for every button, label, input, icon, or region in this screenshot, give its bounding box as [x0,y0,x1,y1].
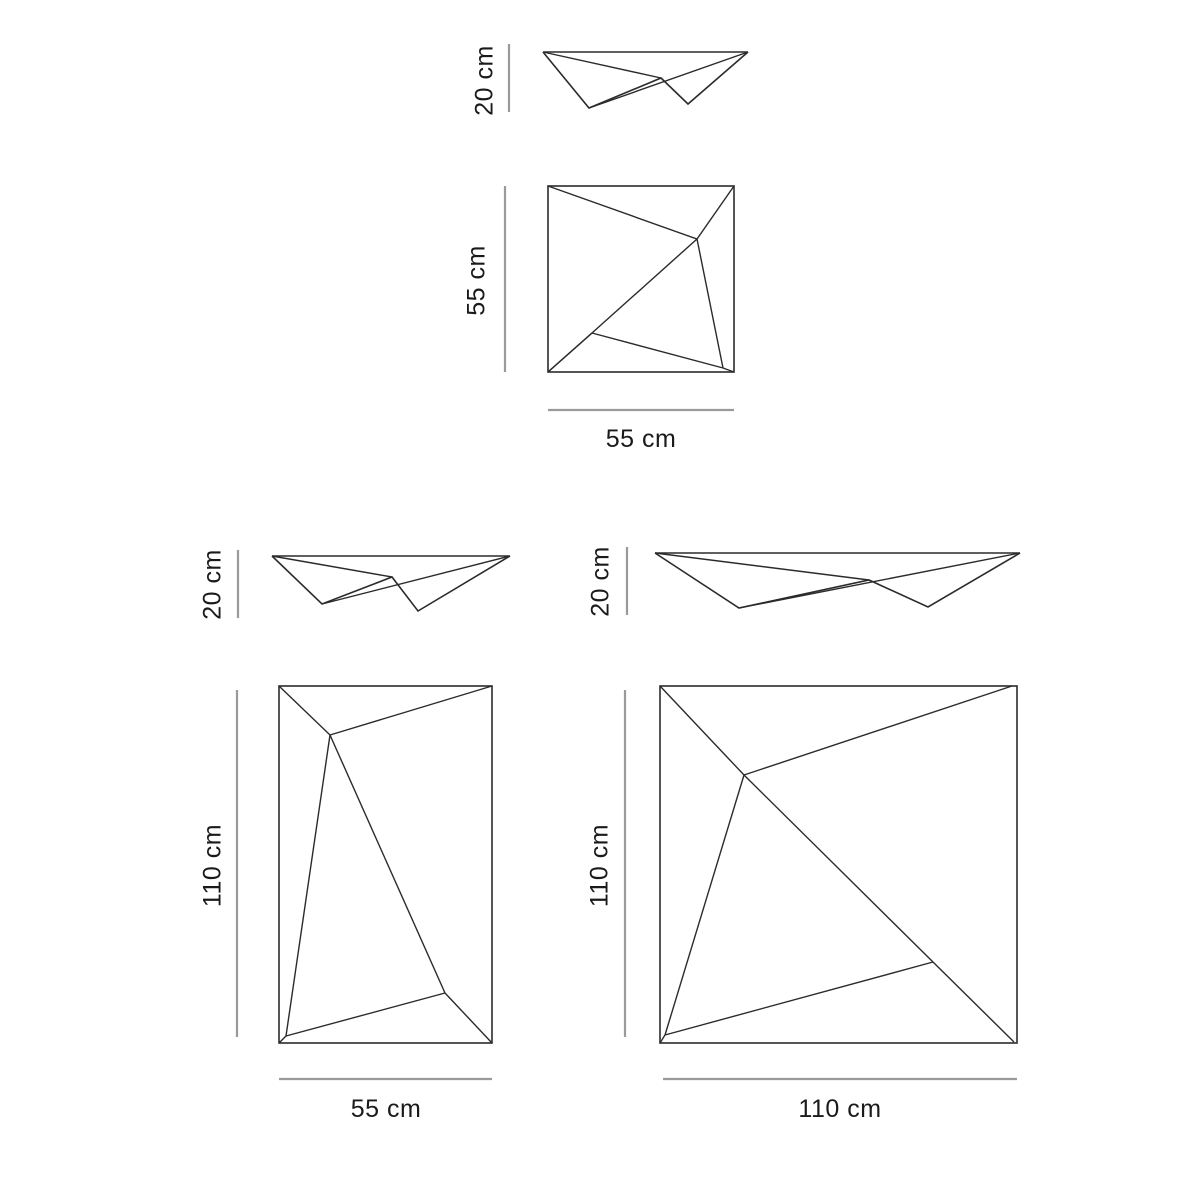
medium-depth-label: 20 cm [198,549,227,620]
medium-height-label: 110 cm [198,823,227,908]
medium-front-view [279,686,492,1043]
large-width-label: 110 cm [798,1095,882,1123]
small-front-view [548,186,734,372]
medium-side-view [272,556,510,611]
large-side-view [655,553,1020,608]
small-width-label: 55 cm [605,425,677,453]
large-front-view [660,686,1017,1043]
large-depth-label: 20 cm [586,546,615,617]
small-side-view [543,52,748,108]
small-height-label: 55 cm [462,245,491,316]
small-depth-label: 20 cm [470,45,499,116]
large-height-label: 110 cm [585,823,614,908]
medium-width-label: 55 cm [350,1095,422,1123]
